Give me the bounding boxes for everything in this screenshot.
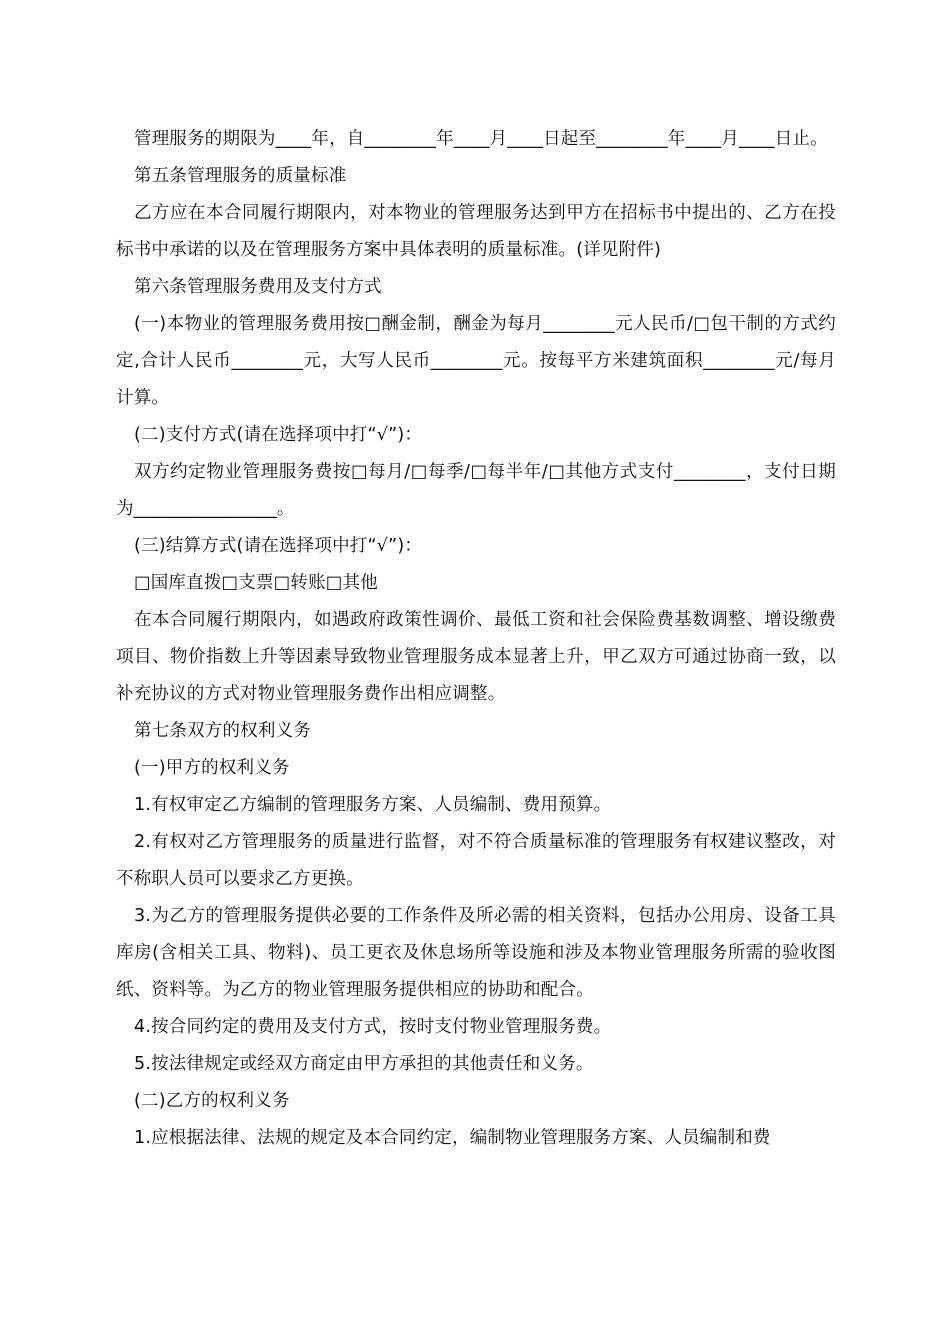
settlement-method-heading: (三)结算方式(请在选择项中打“√”)： [134,536,423,556]
party-a-rights-heading: (一)甲方的权利义务 [134,758,290,778]
party-b-item-1: 1.应根据法律、法规的规定及本合同约定，编制物业管理服务方案、人员编制和费 [134,1128,771,1148]
payment-method-heading: (二)支付方式(请在选择项中打“√”)： [134,425,423,445]
party-a-item-3: 3.为乙方的管理服务提供必要的工作条件及所必需的相关资料，包括办公用房、设备工具库房(含相关工具、物料)、员工更衣及休息场所等设施和涉及本物业管理服务所需的验收图纸、资料等。为乙方的物业管理服务提供相应的协助和配合。 [116,906,836,1000]
party-a-item-4: 4.按合同约定的费用及支付方式，按时支付物业管理服务费。 [134,1017,612,1037]
article-5-heading: 第五条管理服务的质量标准 [134,166,347,186]
party-a-item-5: 5.按法律规定或经双方商定由甲方承担的其他责任和义务。 [134,1054,594,1074]
fee-method-paragraph: (一)本物业的管理服务费用按□酬金制，酬金为每月________元人民币/□包干制的方式约定,合计人民币________元，大写人民币________元。按每平方米建筑面积________元/每月计算。 [116,314,836,408]
party-a-item-2: 2.有权对乙方管理服务的质量进行监督，对不符合质量标准的管理服务有权建议整改，对不称职人员可以要求乙方更换。 [116,832,836,889]
payment-method-paragraph: 双方约定物业管理服务费按□每月/□每季/□每半年/□其他方式支付________，支付日期为________________。 [116,462,836,519]
fee-adjustment-paragraph: 在本合同履行期限内，如遇政府政策性调价、最低工资和社会保险费基数调整、增设缴费项目、物价指数上升等因素导致物业管理服务成本显著上升，甲乙双方可通过协商一致，以补充协议的方式对物业管理服务费作出相应调整。 [116,610,836,704]
document-body [116,121,836,1157]
article-6-heading: 第六条管理服务费用及支付方式 [134,277,382,297]
term-period-paragraph: 管理服务的期限为____年，自________年____月____日起至________年____月____日止。 [134,129,828,149]
party-b-rights-heading: (二)乙方的权利义务 [134,1091,290,1111]
quality-standard-paragraph: 乙方应在本合同履行期限内，对本物业的管理服务达到甲方在招标书中提出的、乙方在投标书中承诺的以及在管理服务方案中具体表明的质量标准。(详见附件) [116,203,836,260]
party-a-item-1: 1.有权审定乙方编制的管理服务方案、人员编制、费用预算。 [134,795,612,815]
article-7-heading: 第七条双方的权利义务 [134,721,311,741]
settlement-options-paragraph: □国库直拨□支票□转账□其他 [134,573,378,593]
